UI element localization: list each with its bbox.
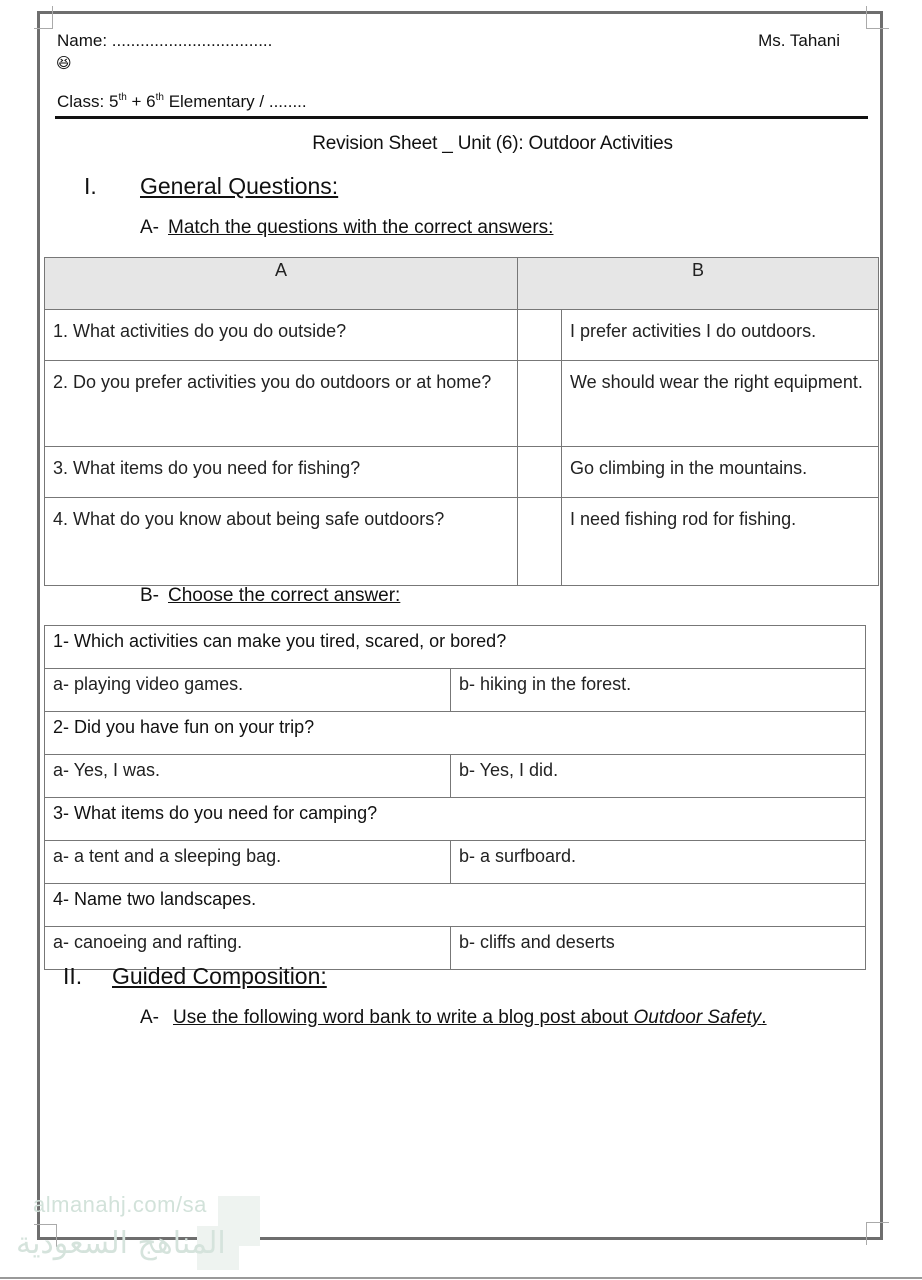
mc-question-row (45, 798, 866, 841)
sheet-title-text: Revision Sheet _ Unit (6): Outdoor Activities (312, 133, 673, 154)
composition-topic: Outdoor Safety (633, 1007, 762, 1028)
watermark-url: almanahj.com/sa (33, 1192, 207, 1217)
matching-answer: I need fishing rod for fishing. (562, 498, 879, 586)
matching-table (44, 257, 879, 586)
mc-question-row (45, 712, 866, 755)
composition-instruction-text: Use the following word bank to write a blog post about (173, 1007, 634, 1028)
matching-question: 2. Do you prefer activities you do outdoors or at home? (45, 361, 518, 447)
mc-question: 2- Did you have fun on your trip? (45, 712, 866, 755)
mc-options-row (45, 755, 866, 798)
class-line (57, 92, 307, 112)
laughing-emoji-icon: 😆 (56, 55, 72, 72)
matching-answer: Go climbing in the mountains. (562, 447, 879, 498)
crop-mark-bottom-right (866, 1222, 889, 1245)
student-name-field[interactable]: Name: .................................. (57, 31, 273, 50)
matching-answer-blank[interactable] (518, 361, 562, 447)
watermark-arabic: المناهج السعودية (16, 1226, 226, 1261)
class-label: Class: (57, 92, 105, 111)
matching-row (45, 447, 879, 498)
mc-option-b[interactable]: b- cliffs and deserts (451, 927, 866, 970)
part-b-prefix: B- (140, 585, 159, 606)
mc-option-a[interactable]: a- Yes, I was. (45, 755, 451, 798)
section-1-number: I. (84, 173, 97, 199)
composition-end: . (761, 1007, 767, 1028)
matching-row (45, 310, 879, 361)
section-2-title: Guided Composition: (112, 963, 327, 989)
mc-option-b[interactable]: b- hiking in the forest. (451, 669, 866, 712)
multiple-choice-table (44, 625, 866, 970)
matching-answer: We should wear the right equipment. (562, 361, 879, 447)
teacher-name: Ms. Tahani (758, 31, 840, 50)
matching-question: 4. What do you know about being safe outdoors? (45, 498, 518, 586)
grade-a-suffix: th (118, 92, 127, 103)
matching-answer-blank[interactable] (518, 447, 562, 498)
matching-question: 3. What items do you need for fishing? (45, 447, 518, 498)
page-bottom-edge (0, 1277, 922, 1279)
composition-prefix: A- (140, 1007, 159, 1028)
matching-row (45, 498, 879, 586)
section-1-title: General Questions: (140, 173, 339, 199)
header-divider (55, 116, 868, 119)
grade-a: 5 (108, 92, 119, 111)
mc-option-a[interactable]: a- a tent and a sleeping bag. (45, 841, 451, 884)
matching-header-row (45, 258, 879, 310)
matching-answer: I prefer activities I do outdoors. (562, 310, 879, 361)
class-rest[interactable]: Elementary / ........ (163, 92, 307, 111)
mc-option-b[interactable]: b- a surfboard. (451, 841, 866, 884)
column-b-header: B (518, 258, 879, 310)
mc-question: 4- Name two landscapes. (45, 884, 866, 927)
part-a-instruction: Match the questions with the correct answers: (168, 217, 554, 238)
mc-question-row (45, 626, 866, 669)
composition-instruction (173, 1007, 767, 1029)
mc-options-row (45, 669, 866, 712)
part-b-instruction: Choose the correct answer: (168, 585, 401, 606)
grade-b: 6 (146, 92, 156, 111)
mc-question: 1- Which activities can make you tired, scared, or bored? (45, 626, 866, 669)
column-a-header: A (45, 258, 518, 310)
sheet-title (0, 133, 922, 155)
crop-mark-top-right (866, 6, 889, 29)
section-2-number: II. (63, 963, 83, 989)
matching-question: 1. What activities do you do outside? (45, 310, 518, 361)
crop-mark-top-left (34, 6, 53, 29)
grade-b-suffix: th (155, 92, 164, 103)
mc-options-row (45, 841, 866, 884)
mc-question: 3- What items do you need for camping? (45, 798, 866, 841)
mc-option-a[interactable]: a- playing video games. (45, 669, 451, 712)
part-a-prefix: A- (140, 217, 159, 238)
mc-question-row (45, 884, 866, 927)
matching-row (45, 361, 879, 447)
matching-answer-blank[interactable] (518, 310, 562, 361)
mc-option-a[interactable]: a- canoeing and rafting. (45, 927, 451, 970)
plus-sign: + (126, 92, 147, 111)
mc-option-b[interactable]: b- Yes, I did. (451, 755, 866, 798)
matching-answer-blank[interactable] (518, 498, 562, 586)
